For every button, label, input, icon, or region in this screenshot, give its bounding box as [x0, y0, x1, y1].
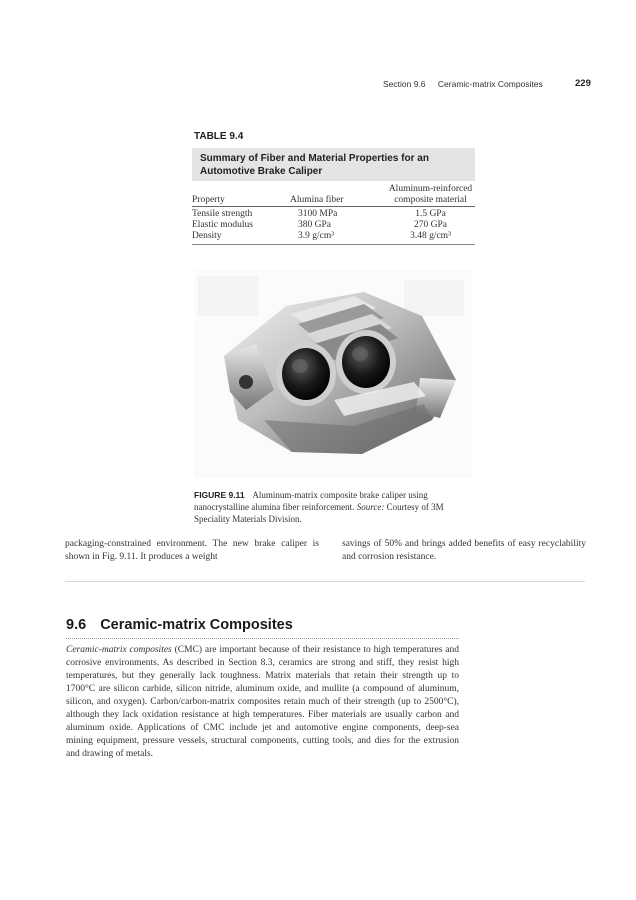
table-cell: 270 GPa: [414, 220, 447, 230]
column-header: Alumina fiber: [290, 195, 344, 205]
section-title: Ceramic-matrix Composites: [100, 617, 293, 633]
page-number: 229: [575, 78, 591, 89]
figure-source-text: Courtesy of 3M Speciality Materials Division.: [194, 502, 444, 524]
continuation-right-column: savings of 50% and brings added benefits of easy recyclability and corrosion resistance.: [342, 539, 586, 562]
table-label: TABLE 9.4: [194, 131, 244, 142]
column-header: Aluminum-reinforced composite material: [388, 184, 473, 205]
figure-source-label: Source:: [356, 502, 385, 512]
brake-caliper-photo: [194, 270, 472, 478]
section-divider: [65, 581, 585, 582]
figure-label: FIGURE 9.11: [194, 490, 245, 500]
table-header-row: [192, 184, 475, 207]
table-row: [192, 231, 475, 245]
table-cell: 3.9 g/cm³: [298, 231, 335, 241]
table-cell: Elastic modulus: [192, 220, 253, 230]
table-cell: Density: [192, 231, 222, 241]
table-row: [192, 220, 475, 231]
heading-rule: [66, 638, 459, 639]
figure-caption: [194, 489, 474, 525]
continuation-left-column: packaging-constrained environment. The new brake caliper is shown in Fig. 9.11. It produces a weight: [65, 539, 319, 562]
table-row: [192, 207, 475, 221]
running-header-title: Ceramic-matrix Composites: [437, 79, 543, 89]
table-cell: 1.5 GPa: [415, 209, 446, 219]
section-number: 9.6: [66, 617, 87, 633]
section-body-term: Ceramic-matrix composites: [66, 645, 172, 655]
running-header: [383, 79, 543, 89]
table-cell: Tensile strength: [192, 209, 253, 219]
table-cell: 3100 MPa: [298, 209, 338, 219]
section-heading: [66, 617, 293, 633]
figure-caption-text: Aluminum-matrix composite brake caliper using nanocrystalline alumina fiber reinforcement.: [194, 490, 428, 512]
section-body: [66, 644, 459, 761]
properties-table: [192, 184, 475, 245]
table-cell: 3.48 g/cm³: [410, 231, 451, 241]
table-caption: Summary of Fiber and Material Properties for an Automotive Brake Caliper: [192, 148, 475, 181]
running-header-section: Section 9.6: [383, 79, 426, 89]
table-cell: 380 GPa: [298, 220, 331, 230]
column-header: Property: [192, 195, 225, 205]
section-body-text: (CMC) are important because of their resistance to high temperatures and corrosive environments. As described in Section 8.3, ceramics are strong and stiff, they resist high temperatures, but they generally lack toughness. Matrix materials that retain their strength up to 1700°C are silicon carbide, silicon nitride, aluminum oxide, and mullite (a compound of aluminum, silicon, and oxygen). Carbon/carbon-matrix composites retain much of their strength (up to 2500°C), although they lack oxidation resistance at high temperatures. Fiber materials are usually carbon and aluminum oxide. Applications of CMC include jet and automotive engine components, deep-sea mining equipment, pressure vessels, structural components, cutting tools, and dies for the extrusion and drawing of metals.: [66, 645, 460, 759]
